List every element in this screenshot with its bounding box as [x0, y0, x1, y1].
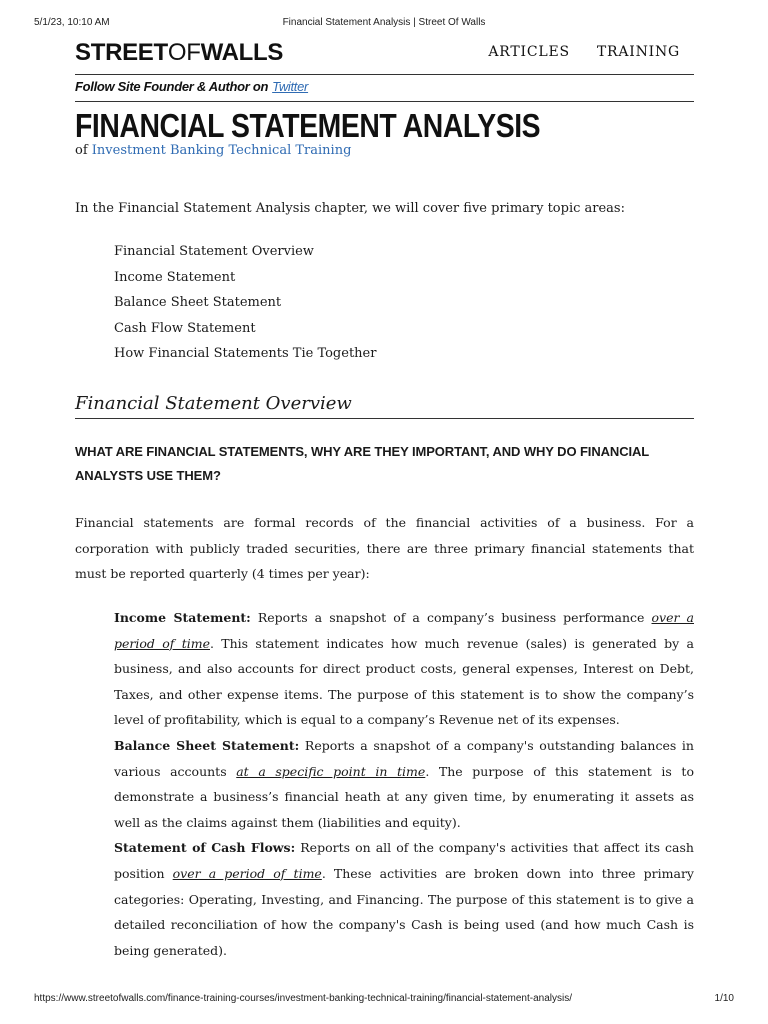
print-page-title: Financial Statement Analysis | Street Of Walls: [282, 17, 486, 28]
intro-text: In the Financial Statement Analysis chapter, we will cover five primary topic areas:: [75, 201, 625, 216]
definition-emphasis: over a period of time: [114, 610, 694, 651]
definition-text: . The purpose of this statement is to demonstrate a business’s financial heath at any given time, by enumerating it assets as well as the claims against them (liabilities and equity).: [114, 763, 694, 830]
topic-item[interactable]: Income Statement: [114, 269, 236, 285]
nav-articles[interactable]: ARTICLES: [488, 44, 570, 60]
nav-training[interactable]: TRAINING: [596, 44, 680, 60]
topic-item[interactable]: Cash Flow Statement: [114, 320, 256, 336]
twitter-link[interactable]: Twitter: [272, 79, 309, 94]
print-date: 5/1/23, 10:10 AM: [34, 17, 110, 28]
definition-cash-flows: [114, 835, 694, 963]
definition-term: Statement of Cash Flows:: [114, 840, 296, 856]
breadcrumb-prefix: of: [75, 143, 88, 158]
topic-item[interactable]: Financial Statement Overview: [114, 244, 314, 259]
logo-walls: WALLS: [200, 39, 284, 66]
definition-emphasis: at a specific point in time: [236, 763, 426, 779]
site-header: [75, 38, 694, 75]
print-header: [0, 17, 768, 31]
topic-list: [114, 244, 376, 372]
topic-item[interactable]: Balance Sheet Statement: [114, 295, 282, 311]
follow-text: Follow Site Founder & Author on: [75, 79, 269, 94]
logo-street: STREET: [75, 39, 168, 66]
divider: [75, 101, 694, 102]
breadcrumb-parent-link[interactable]: Investment Banking Technical Training: [91, 143, 352, 158]
section-title: Financial Statement Overview: [75, 393, 694, 419]
definition-emphasis: over a period of time: [172, 865, 322, 881]
follow-author: [75, 79, 308, 94]
definition-text: Reports on all of the company's activities that affect its cash position: [114, 840, 694, 881]
statement-definitions: [114, 605, 694, 963]
site-logo[interactable]: [75, 39, 283, 67]
print-url: https://www.streetofwalls.com/finance-training-courses/investment-banking-technical-training/financial-statement-analysis/: [34, 993, 573, 1004]
body-paragraph: Financial statements are formal records of the financial activities of a business. For a corporation with publicly traded securities, there are three primary financial statements that must be reported quarterly (4 times per year):: [75, 515, 694, 582]
definition-text: Reports a snapshot of a company’s business performance: [250, 610, 652, 625]
topic-item[interactable]: How Financial Statements Tie Together: [114, 346, 377, 362]
definition-term: Balance Sheet Statement:: [114, 737, 300, 753]
definition-text: Reports a snapshot of a company's outstanding balances in various accounts: [114, 737, 694, 779]
definition-income-statement: [114, 605, 694, 733]
page-title: FINANCIAL STATEMENT ANALYSIS: [75, 107, 541, 144]
definition-text: . These activities are broken down into three primary categories: Operating, Investing, and Financing. The purpose of this statement is to give a detailed reconciliation of how the company's Cash is being used (and how much Cash is being generated).: [114, 865, 694, 958]
main-nav: [488, 44, 680, 60]
definition-text: . This statement indicates how much revenue (sales) is generated by a business, and also accounts for direct product costs, general expenses, Interest on Debt, Taxes, and other expense items. The purpose of this statement is to show the company’s level of profitability, which is equal to a company’s Revenue net of its expenses.: [114, 635, 694, 728]
print-page-number: 1/10: [714, 993, 734, 1004]
definition-balance-sheet: [114, 733, 694, 835]
definition-term: Income Statement:: [114, 610, 251, 625]
logo-of: OF: [167, 39, 201, 66]
print-footer: [0, 993, 768, 1007]
section-question: WHAT ARE FINANCIAL STATEMENTS, WHY ARE THEY IMPORTANT, AND WHY DO FINANCIAL ANALYSTS USE THEM?: [75, 444, 649, 483]
breadcrumb: [75, 143, 351, 158]
